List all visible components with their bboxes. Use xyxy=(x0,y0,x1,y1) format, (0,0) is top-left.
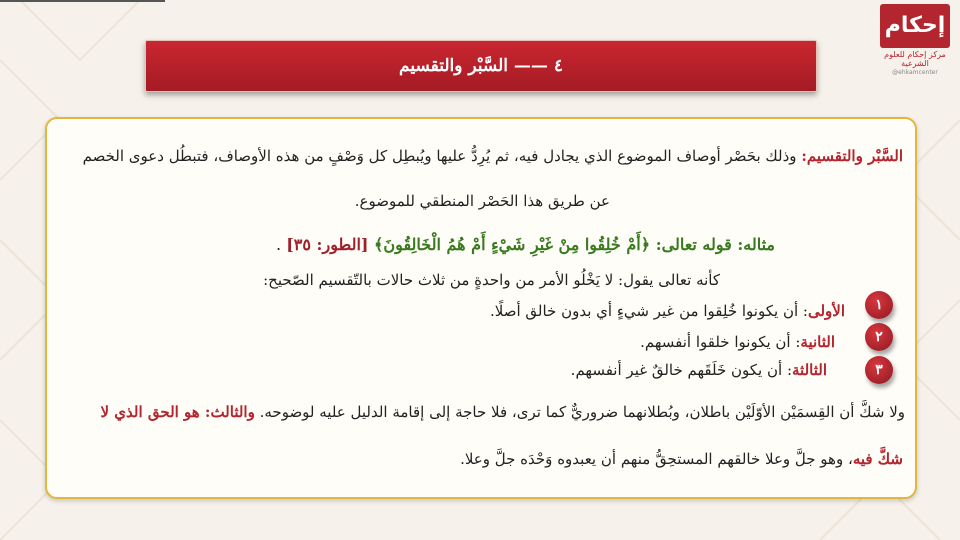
example-end: . xyxy=(276,235,287,254)
case-2-text: : أن يكونوا خلقوا أنفسهم. xyxy=(640,333,801,351)
intro-text: كأنه تعالى يقول: لا يَخْلُو الأمر من واحدةٍ من ثلاث حالات بالتّقسيم الصّحيح: xyxy=(263,271,720,289)
case-1 xyxy=(490,302,845,320)
definition-colon: : xyxy=(801,147,807,165)
conclusion-line-2 xyxy=(460,450,903,468)
logo-badge: إحكام xyxy=(880,4,950,48)
case-1-text: : أن يكونوا خُلِقوا من غير شيءٍ أي بدون خالق أصلًا. xyxy=(490,302,808,320)
case-1-label: الأولى xyxy=(807,302,845,320)
case-3-text: : أن يكون خَلَقَهم خالقٌ غير أنفسهم. xyxy=(570,361,793,379)
example-verse: ﴿أَمْ خُلِقُوا مِنْ غَيْرِ شَيْءٍ أَمْ هُمُ الْخَالِقُونَ﴾ xyxy=(374,235,651,254)
conclusion-text-2: ، وهو جلَّ وعلا خالقهم المستحِقُّ منهم أن يعبدوه وَحْدَه جلَّ وعلا. xyxy=(460,450,853,468)
example-line xyxy=(276,235,775,254)
definition-text-1: وذلك بحَصْر أوصاف الموضوع الذي يجادل فيه، ثم يُرِدُّ عليها ويُبطِل كل وَصْفٍ من هذه الأوصاف، فتبطُل دعوى الخصم xyxy=(82,147,802,165)
case-2-label: الثانية xyxy=(800,333,835,351)
definition-term: السَّبْر والتقسيم xyxy=(806,147,903,165)
conclusion-text-1: ولا شكَّ أن القِسمَيْن الأوّلَيْن باطلان، وبُطلانهما ضروريٌّ كما ترى، فلا حاجة إلى إقامة الدليل عليه لوضوحه. xyxy=(254,403,905,421)
example-reference: [الطور: ٣٥] xyxy=(286,235,375,254)
definition-line-1 xyxy=(83,147,903,165)
intro-line xyxy=(263,271,720,289)
content-panel xyxy=(45,117,917,499)
case-3-label: الثالثة xyxy=(792,361,827,379)
case-3 xyxy=(571,361,827,379)
case-2 xyxy=(640,333,835,351)
conclusion-bold: شكَّ فيه xyxy=(852,450,903,468)
logo-subtitle: مركز إحكام للعلوم الشرعية xyxy=(884,50,946,68)
top-left-rule xyxy=(0,0,165,2)
definition-text-2: عن طريق هذا الحَصْر المنطقي للموضوع. xyxy=(354,192,610,210)
example-label: مثاله: قوله تعالى: xyxy=(650,235,775,254)
case-number-2: ٢ xyxy=(865,323,893,351)
case-number-1: ١ xyxy=(865,291,893,319)
definition-line-2 xyxy=(355,192,610,210)
conclusion-line-1 xyxy=(101,403,905,421)
case-number-3: ٣ xyxy=(865,356,893,384)
brand-logo xyxy=(872,4,958,74)
slide-title: ٤ —— السَّبْر والتقسيم xyxy=(145,40,817,92)
logo-handle: @ehkamcenter xyxy=(892,69,938,76)
conclusion-third-label: والثالث: هو الحق الذي لا xyxy=(100,403,255,421)
